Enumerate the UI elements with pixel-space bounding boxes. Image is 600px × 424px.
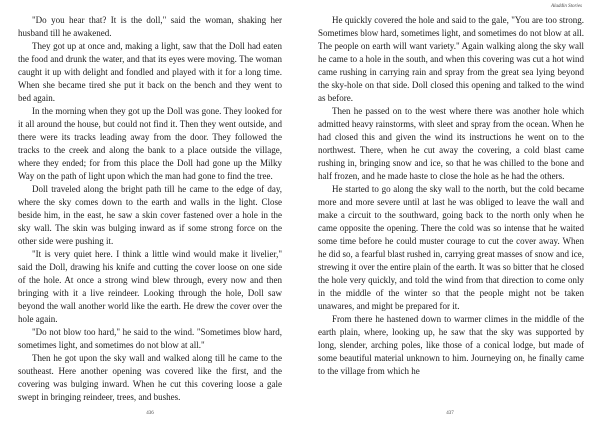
paragraph: In the morning when they got up the Doll was gone. They looked for it all around the house, but could not find it. Then they went outside, and there were its tracks leading away from the door. They followed the tracks to the creek and along the bank to a place outside the village, where they ended; for from this place the Doll had gone up the Milky Way on the path of light upon which the man had gone to find the tree. [18,106,282,181]
paragraph: "Do you hear that? It is the doll," said the woman, shaking her husband till he awakened. [18,15,282,38]
paragraph: Doll traveled along the bright path till he came to the edge of day, where the sky comes down to the earth and walls in the light. Close beside him, in the east, he saw a skin cover fastened over a hole in the sky wall. The skin was bulging inward as if some strong force on the other side were pushing it. [18,184,282,246]
right-page-body [318,14,584,378]
paragraph: He quickly covered the hole and said to the gale, "You are too strong. Sometimes blow hard, sometimes light, and sometimes do not blow at all. The people on earth will want variety." Again walking along the sky wall he came to a hole in the south, and when this covering was cut a hot wind came rushing in carrying rain and spray from the great sea lying beyond the sky-hole on that side. Doll closed this opening and talked to the wind as before. [318,15,584,103]
page-number: 437 [446,411,454,416]
paragraph: They got up at once and, making a light, saw that the Doll had eaten the food and drunk the water, and that its eyes were moving. The woman caught it up with delight and fondled and played with it for a long time. When she became tired she put it back on the bench and they went to bed again. [18,41,282,103]
running-header: Aladdin Stories [551,4,582,9]
page-number: 436 [146,411,154,416]
paragraph: "It is very quiet here. I think a little wind would make it livelier," said the Doll, drawing his knife and cutting the cover loose on one side of the hole. At once a strong wind blew through, every now and then bringing with it a live reindeer. Looking through the hole, Doll saw beyond the wall another world like the earth. He drew the cover over the hole again. [18,249,282,324]
paragraph: Then he passed on to the west where there was another hole which admitted heavy rainstorms, with sleet and spray from the ocean. When he had closed this and given the wind its instructions he went on to the northwest. There, when he cut away the covering, a cold blast came rushing in, bringing snow and ice, so that he was chilled to the bone and half frozen, and he made haste to close the hole as he had the others. [318,106,584,181]
paragraph: He started to go along the sky wall to the north, but the cold became more and more severe until at last he was obliged to leave the wall and make a circuit to the southward, going back to the north only when he came opposite the opening. There the cold was so intense that he waited some time before he could muster courage to cut the cover away. When he did so, a fearful blast rushed in, carrying great masses of snow and ice, strewing it over the entire plain of the earth. It was so bitter that he closed the hole very quickly, and told the wind from that direction to come only in the middle of the winter so that the people might not be taken unawares, and might be prepared for it. [318,184,584,311]
paragraph: From there he hastened down to warmer climes in the middle of the earth plain, where, looking up, he saw that the sky was supported by long, slender, arching poles, like those of a conical lodge, but made of some beautiful material unknown to him. Journeying on, he finally came to the village from which he [318,314,584,376]
right-page [300,0,600,424]
left-page-body [18,14,282,404]
paragraph: Then he got upon the sky wall and walked along till he came to the southeast. Here another opening was covered like the first, and the covering was bulging inward. When he cut this covering loose a gale swept in bringing reindeer, trees, and bushes. [18,353,282,402]
paragraph: "Do not blow too hard," he said to the wind. "Sometimes blow hard, sometimes light, and sometimes do not blow at all." [18,327,282,350]
